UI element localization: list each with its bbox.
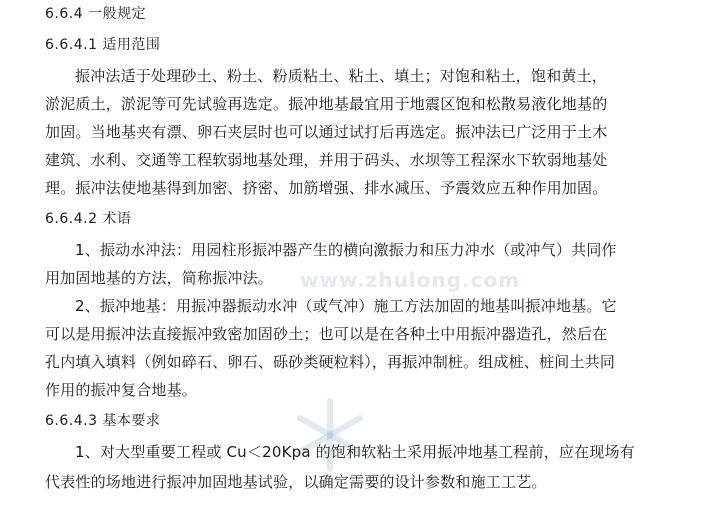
paragraph-line: 理。振冲法使地基得到加密、挤密、加筋增强、排水减压、予震效应五种作用加固。 — [45, 179, 608, 197]
paragraph-line: 建筑、水利、交通等工程软弱地基处理，并用于码头、水坝等工程深水下软弱地基处 — [45, 151, 608, 169]
section-heading: 6.6.4.2 术语 — [45, 211, 132, 227]
section-heading: 6.6.4 一般规定 — [45, 6, 147, 22]
paragraph-line: 2、振冲地基：用振冲器振动水冲（或气冲）施工方法加固的地基叫振冲地基。它 — [75, 297, 617, 315]
snowflake-watermark-icon — [290, 395, 370, 475]
paragraph-line: 振冲法适于处理砂土、粉土、粉质粘土、粘土、填土；对饱和粘土，饱和黄土， — [75, 67, 608, 85]
paragraph-line: 1、振动水冲法：用园柱形振冲器产生的横向激振力和压力冲水（或冲气）共同作 — [75, 241, 617, 259]
paragraph-line: 加固。当地基夹有漂、卵石夹层时也可以通过试打后再选定。振冲法已广泛用于土木 — [45, 123, 608, 141]
watermark-text: www.zhulong.com — [300, 268, 521, 292]
paragraph-line: 淤泥质土，淤泥等可先试验再选定。振冲地基最宜用于地震区饱和松散易液化地基的 — [45, 95, 608, 113]
paragraph-line: 孔内填入填料（例如碎石、卵石、砾砂类硬粒料），再振冲制桩。组成桩、桩间土共同 — [45, 353, 616, 371]
paragraph-line: 用加固地基的方法，简称振冲法。 — [45, 269, 274, 287]
section-heading: 6.6.4.3 基本要求 — [45, 413, 161, 429]
paragraph-line: 1、对大型重要工程或 Cu＜20Kpa 的饱和软粘土采用振冲地基工程前，应在现场有 — [75, 443, 635, 461]
paragraph-line: 作用的振冲复合地基。 — [45, 381, 198, 399]
section-heading: 6.6.4.1 适用范围 — [45, 37, 161, 53]
paragraph-line: 代表性的场地进行振冲加固地基试验，以确定需要的设计参数和施工工艺。 — [45, 473, 547, 491]
paragraph-line: 可以是用振冲法直接振冲致密加固砂土；也可以是在各种土中用振冲器造孔，然后在 — [45, 325, 608, 343]
